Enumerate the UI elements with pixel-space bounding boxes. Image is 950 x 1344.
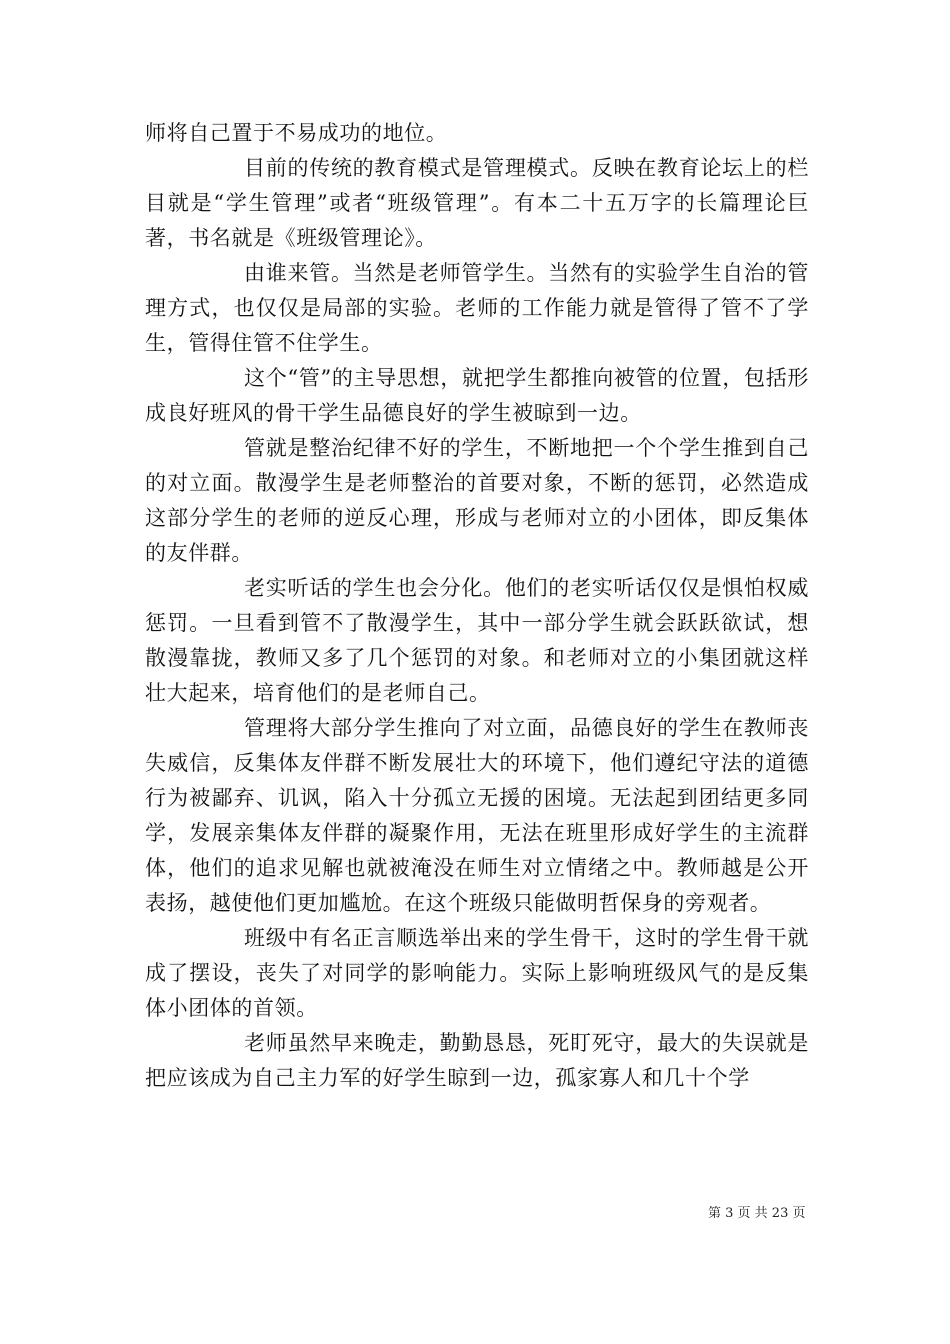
paragraph: 由谁来管。当然是老师管学生。当然有的实验学生自治的管理方式，也仅仅是局部的实验。老师的工作能力就是管得了管不了学生，管得住管不住学生。 [145,261,809,355]
paragraph-continued: 师将自己置于不易成功的地位。 [145,121,448,145]
paragraph: 老实听话的学生也会分化。他们的老实听话仅仅是惧怕权威惩罚。一旦看到管不了散漫学生，其中一部分学生就会跃跃欲试，想散漫靠拢，教师又多了几个惩罚的对象。和老师对立的小集团就这样壮大起来，培育他们的是老师自己。 [145,576,809,705]
page-number-footer: 第 3 页 共 23 页 [708,1206,806,1221]
paragraph: 这个“管”的主导思想，就把学生都推向被管的位置，包括形成良好班风的骨干学生品德良好的学生被晾到一边。 [145,366,809,425]
paragraph: 老师虽然早来晚走，勤勤恳恳，死盯死守，最大的失误就是把应该成为自己主力军的好学生晾到一边，孤家寡人和几十个学 [145,1031,809,1090]
paragraph: 管理将大部分学生推向了对立面，品德良好的学生在教师丧失威信，反集体友伴群不断发展壮大的环境下，他们遵纪守法的道德行为被鄙弃、讥讽，陷入十分孤立无援的困境。无法起到团结更多同学，发展亲集体友伴群的凝聚作用，无法在班里形成好学生的主流群体，他们的追求见解也就被淹没在师生对立情绪之中。教师越是公开表扬，越使他们更加尴尬。在这个班级只能做明哲保身的旁观者。 [145,716,809,915]
document-body [145,116,809,1096]
paragraph: 管就是整治纪律不好的学生，不断地把一个个学生推到自己的对立面。散漫学生是老师整治的首要对象，不断的惩罚，必然造成这部分学生的老师的逆反心理，形成与老师对立的小团体，即反集体的友伴群。 [145,436,809,565]
paragraph: 目前的传统的教育模式是管理模式。反映在教育论坛上的栏目就是“学生管理”或者“班级管理”。有本二十五万字的长篇理论巨著，书名就是《班级管理论》。 [145,156,809,250]
paragraph: 班级中有名正言顺选举出来的学生骨干，这时的学生骨干就成了摆设，丧失了对同学的影响能力。实际上影响班级风气的是反集体小团体的首领。 [145,926,809,1020]
